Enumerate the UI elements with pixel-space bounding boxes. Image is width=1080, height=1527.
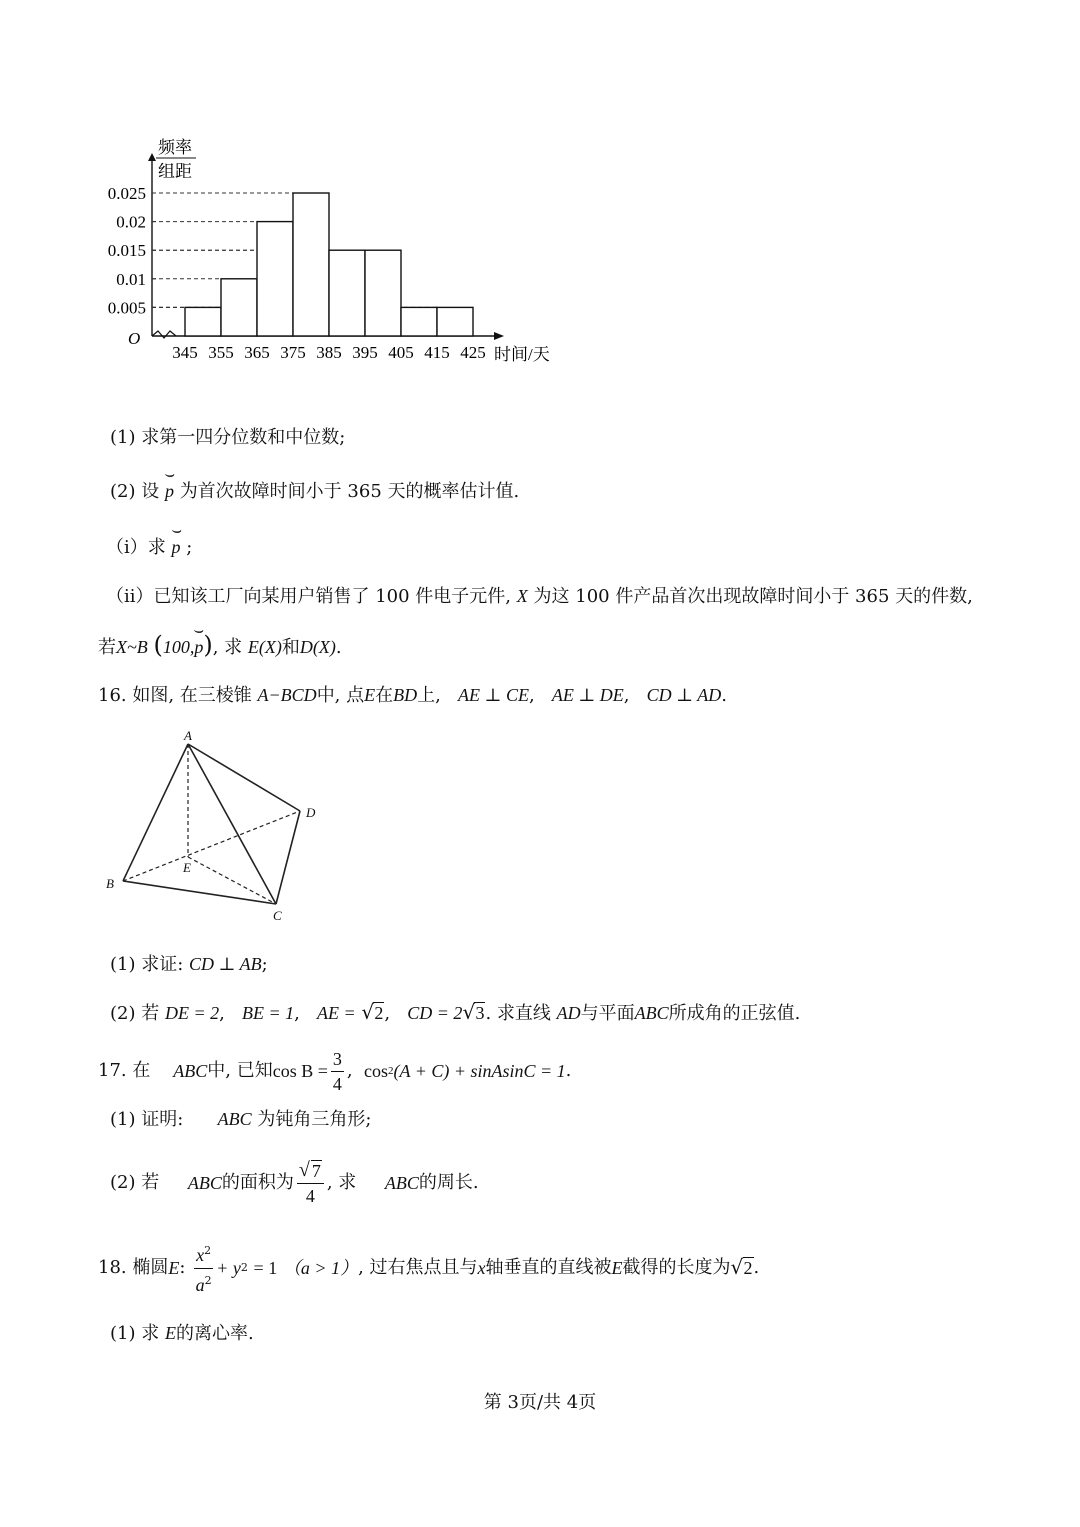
fraction-x2-a2: [194, 1239, 213, 1298]
var-x: x: [477, 1258, 486, 1278]
q15-part1: [110, 426, 345, 450]
histogram-bar: [221, 279, 257, 336]
axis-break: [152, 331, 176, 338]
q17-text-a: 17. 在: [98, 1060, 151, 1081]
de-value: DE = 2: [164, 1003, 220, 1023]
numerator: 3: [331, 1047, 344, 1072]
q16-part1: [110, 952, 268, 977]
binomial-b: ~B: [127, 637, 148, 657]
q16-part2: (2) 若 DE = 2, BE = 1, AE = √ 2, CD = 2√ 3. 求直线 AD与平面ABC所成角的正弦值.: [110, 1001, 800, 1026]
fraction-sqrt7-4: [297, 1159, 324, 1208]
var-x: X: [116, 637, 127, 657]
denominator: a: [195, 1274, 205, 1295]
q17-p2-text-a: (2) 若: [110, 1172, 160, 1193]
q17-part2: [110, 1155, 479, 1211]
x-tick-label: 415: [424, 343, 450, 362]
ellipse-e: E: [164, 1323, 176, 1343]
q16-stem: 16. 如图, 在三棱锥 A−BCD中, 点E在BD上, AE ⊥ CE, AE ⊥ DE, CD ⊥ AD.: [98, 685, 728, 706]
cos-b: cos B =: [272, 1061, 328, 1081]
x-tick-label: 395: [352, 343, 378, 362]
q15-p2-text-b: 为首次故障时间小于 365 天的概率估计值.: [179, 481, 520, 502]
condition-2: AE ⊥ DE: [551, 685, 624, 705]
q17-p2-text-d: 的周长.: [418, 1172, 479, 1193]
tetrahedron-name: A−BCD: [257, 685, 317, 705]
segment-bd: BD: [393, 685, 418, 705]
q18-text-c: 轴垂直的直线被: [485, 1257, 612, 1278]
period: .: [753, 1257, 760, 1278]
exponent: 2: [240, 1261, 248, 1274]
q18-text-d: 截得的长度为: [622, 1257, 731, 1278]
q15-part2: [110, 479, 519, 504]
q17-p1-text-a: (1) 证明:: [110, 1109, 184, 1130]
x-tick-label: 425: [460, 343, 486, 362]
text-ruo: 若: [98, 637, 116, 658]
xlabel: 时间/天: [494, 345, 550, 364]
plane-abc: ABC: [634, 1003, 669, 1023]
fraction-3-4: [331, 1047, 344, 1096]
q16-p2-text-d: 所成角的正弦值.: [668, 1003, 801, 1024]
param-n: 100,: [162, 637, 195, 657]
q18-part1: [110, 1321, 254, 1346]
y-tick-label: 0.025: [107, 184, 146, 203]
radicand: 7: [311, 1160, 321, 1181]
y-tick-label: 0.02: [116, 212, 146, 232]
triangle-abc: ABC: [217, 1109, 252, 1129]
q17-p2-text-c: , 求: [326, 1172, 357, 1193]
be-value: BE = 1: [241, 1003, 295, 1023]
numerator: x: [196, 1244, 205, 1265]
q18-p1-text-a: (1) 求: [110, 1323, 160, 1344]
q17-p2-text-b: 的面积为: [221, 1172, 294, 1193]
label-c: C: [273, 908, 282, 923]
q15-part2-i: [106, 535, 192, 560]
denominator: 4: [305, 1185, 315, 1206]
plus-y: + y: [216, 1258, 241, 1278]
edge-bc: [123, 881, 276, 904]
page-number-text: 第 3页/共 4页: [483, 1392, 597, 1413]
q15-p2-text-a: (2) 设: [110, 481, 160, 502]
sqrt-2: [361, 1001, 384, 1026]
p-hat: ⌢ p: [165, 479, 174, 503]
sqrt-2: [731, 1256, 754, 1281]
condition-3: CD ⊥ AD: [646, 685, 722, 705]
label-a: A: [184, 728, 192, 743]
edge-ad: [188, 744, 300, 811]
edge-cd: [276, 811, 300, 904]
tetrahedron-figure: [98, 724, 338, 924]
x-tick-label: 405: [388, 343, 414, 362]
q17-part1: [110, 1107, 371, 1132]
text-qiu: , 求: [212, 637, 243, 658]
p-hat: ⌢ p: [194, 635, 203, 659]
triangle-abc: ABC: [384, 1173, 419, 1193]
histogram-bar: [185, 307, 221, 336]
variance: D(X): [299, 637, 336, 657]
x-tick-label: 355: [208, 343, 234, 362]
q16-p1-text-a: (1) 求证:: [110, 954, 184, 975]
histogram-bar: [401, 307, 437, 336]
q17-stem: [98, 1045, 571, 1097]
ylabel-top: 频率: [158, 138, 192, 157]
histogram-svg: [90, 125, 570, 370]
ae-value: AE =: [317, 1003, 356, 1023]
q16-text-a: 16. 如图, 在三棱锥: [98, 685, 252, 706]
edge-ab: [123, 744, 188, 881]
triangle-abc: ABC: [187, 1173, 222, 1193]
var-x: X: [516, 586, 528, 606]
q15-pii-text-a: （ⅱ）已知该工厂向某用户销售了 100 件电子元件,: [106, 586, 512, 607]
y-axis-arrow: [148, 153, 156, 161]
q16-text-b: 中, 点: [316, 685, 365, 706]
q15-pi-text-a: （ⅰ）求: [106, 537, 166, 558]
sqrt-3: [462, 1001, 485, 1026]
q17-text-b: 中, 已知: [207, 1060, 273, 1081]
histogram-bar: [257, 222, 293, 336]
text-he: 和: [281, 637, 300, 658]
histogram-bar: [365, 250, 401, 336]
q18-text-b: , 过右焦点且与: [358, 1257, 478, 1278]
q15-pi-text-b: ;: [186, 537, 193, 558]
x-tick-label: 345: [172, 343, 198, 362]
paren-open: (: [153, 631, 163, 659]
exponent: 2: [388, 1065, 394, 1077]
histogram-bar: [329, 250, 365, 336]
x-tick-label: 365: [244, 343, 270, 362]
period: .: [721, 685, 728, 706]
edge-bd-hidden: [123, 811, 300, 881]
q16-text-d: 上,: [417, 685, 441, 706]
q16-text-c: 在: [375, 685, 394, 706]
ellipse-e: E: [168, 1258, 180, 1278]
paren-close: ): [203, 631, 213, 659]
tetrahedron-svg: [98, 724, 338, 924]
colon: :: [179, 1257, 186, 1278]
x-tick-label: 385: [316, 343, 342, 362]
q16-p2-text-a: (2) 若: [110, 1003, 160, 1024]
q16-p2-text-c: 与平面: [580, 1003, 635, 1024]
x-tick-label: 375: [280, 343, 306, 362]
identity-expression: (A + C) + sinAsinC = 1: [393, 1061, 566, 1081]
q16-p1-math: CD ⊥ AB: [189, 954, 262, 974]
cd-value: CD = 2: [407, 1003, 463, 1023]
q18-p1-text-b: 的离心率.: [175, 1323, 254, 1344]
q15-p1-text: (1) 求第一四分位数和中位数;: [110, 427, 346, 448]
point-e: E: [364, 685, 376, 705]
histogram: [90, 125, 570, 370]
label-e: E: [183, 860, 191, 875]
p-hat: ⌢ p: [172, 535, 181, 559]
sqrt-7: [299, 1159, 322, 1183]
radicand: 2: [743, 1257, 753, 1278]
origin-label: O: [128, 329, 141, 348]
y-tick-label: 0.015: [107, 241, 146, 261]
radicand: 2: [374, 1003, 384, 1023]
label-d: D: [306, 805, 316, 820]
q16-p1-text-b: ;: [261, 954, 268, 975]
q17-p1-text-b: 为钝角三角形;: [257, 1109, 372, 1130]
x-axis-arrow: [494, 332, 504, 340]
histogram-bar: [437, 307, 473, 336]
triangle-abc: ABC: [173, 1061, 208, 1081]
q18-stem: [98, 1240, 759, 1296]
condition-1: AE ⊥ CE: [458, 685, 529, 705]
q15-part2-ii-line2: [98, 633, 342, 660]
period: .: [565, 1060, 572, 1081]
y-tick-label: 0.005: [107, 298, 146, 318]
equals-one: = 1: [253, 1258, 278, 1278]
exponent: 2: [204, 1243, 212, 1257]
denominator: 4: [332, 1073, 342, 1094]
q15-pii-text-b: 为这 100 件产品首次出现故障时间小于 365 天的件数,: [533, 586, 973, 607]
label-b: B: [106, 876, 114, 891]
cos-squared: cos: [364, 1061, 389, 1081]
ellipse-e: E: [611, 1258, 623, 1278]
histogram-bar: [293, 193, 329, 336]
q18-text-a: 18. 椭圆: [98, 1257, 169, 1278]
ylabel-bottom: 组距: [158, 162, 192, 181]
comma: ,: [346, 1060, 353, 1081]
y-tick-label: 0.01: [116, 269, 146, 289]
q16-p2-text-b: . 求直线: [485, 1003, 551, 1024]
line-ad: AD: [556, 1003, 581, 1023]
radicand: 3: [475, 1003, 485, 1023]
condition-a: （a > 1）: [282, 1258, 359, 1278]
expectation: E(X): [247, 637, 282, 657]
exponent: 2: [204, 1273, 212, 1287]
page-number: [0, 1391, 1080, 1415]
q15-part2-ii: [106, 584, 973, 609]
period: .: [335, 637, 342, 658]
